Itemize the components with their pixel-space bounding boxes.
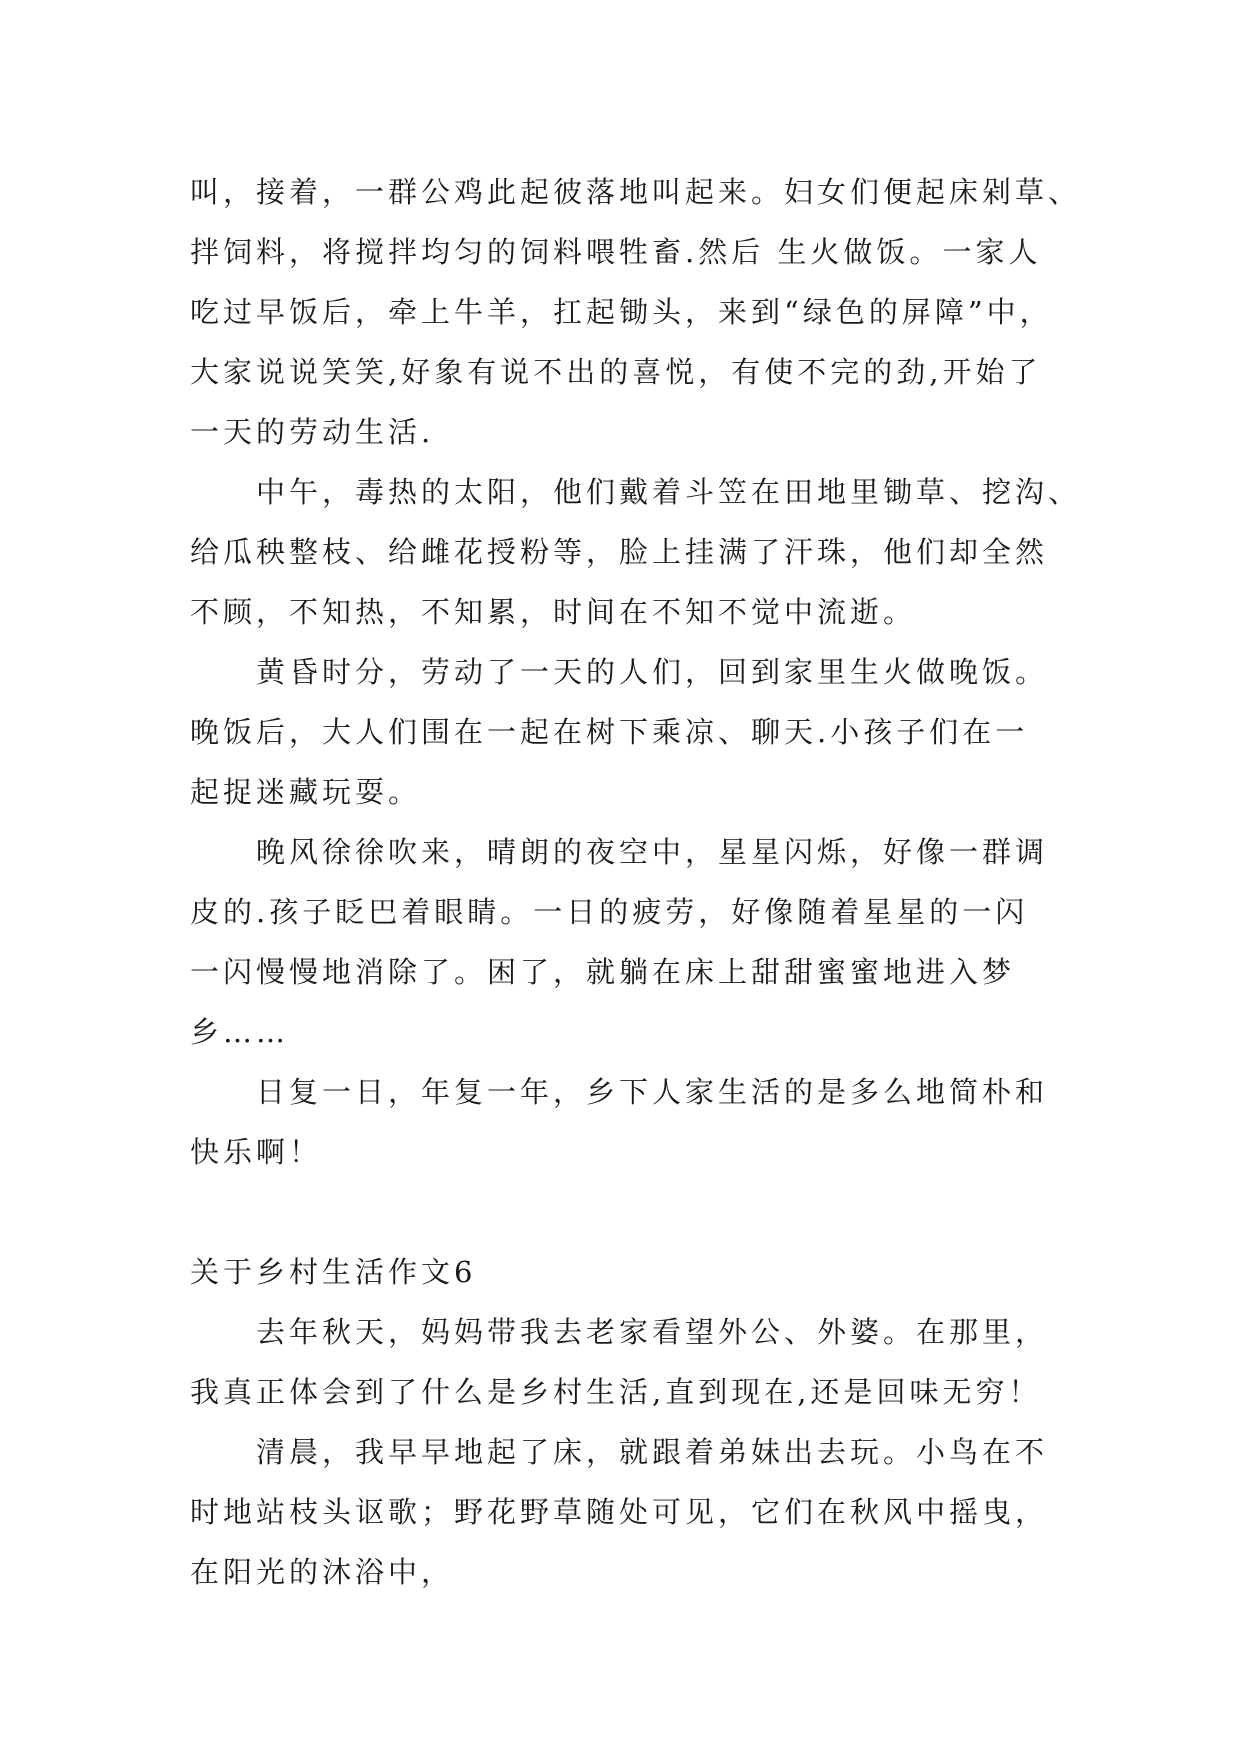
text-line: 吃过早饭后，牵上牛羊，扛起锄头，来到“绿色的屏障”中， <box>190 295 1053 329</box>
text-line: 大家说说笑笑,好象有说不出的喜悦，有使不完的劲,开始了 <box>190 355 1042 389</box>
text-line: 叫，接着，一群公鸡此起彼落地叫起来。妇女们便起床剁草、 <box>190 175 1082 209</box>
text-line: 日复一日，年复一年，乡下人家生活的是多么地简朴和 <box>256 1075 1049 1109</box>
paragraph-7 <box>190 1422 1075 1602</box>
text-line: 清晨，我早早地起了床，就跟着弟妹出去玩。小鸟在不 <box>256 1435 1049 1469</box>
text-line: 我真正体会到了什么是乡村生活,直到现在,还是回味无穷！ <box>190 1375 1042 1409</box>
text-line: 时地站枝头讴歌；野花野草随处可见，它们在秋风中摇曳， <box>190 1495 1049 1529</box>
text-line: 晚饭后，大人们围在一起在树下乘凉、聊天.小孩子们在一 <box>190 715 1029 749</box>
text-line: 给瓜秧整枝、给雌花授粉等，脸上挂满了汗珠，他们却全然 <box>190 535 1049 569</box>
paragraph-1 <box>190 162 1082 462</box>
text-line: 一天的劳动生活. <box>190 415 435 449</box>
text-line: 在阳光的沐浴中， <box>190 1555 455 1589</box>
text-line: 晚风徐徐吹来，晴朗的夜空中，星星闪烁，好像一群调 <box>256 835 1049 869</box>
paragraph-5 <box>190 1062 1075 1182</box>
text-line: 一闪慢慢地消除了。困了，就躺在床上甜甜蜜蜜地进入梦 <box>190 955 1016 989</box>
text-line: 皮的.孩子眨巴着眼睛。一日的疲劳，好像随着星星的一闪 <box>190 895 1029 929</box>
document-body <box>190 162 1082 1602</box>
paragraph-2 <box>190 462 1082 642</box>
paragraph-6 <box>190 1302 1075 1422</box>
text-line: 中午，毒热的太阳，他们戴着斗笠在田地里锄草、挖沟、 <box>256 475 1082 509</box>
section-title: 关于乡村生活作文6 <box>190 1255 477 1289</box>
text-line: 快乐啊！ <box>190 1135 323 1169</box>
text-line: 乡…… <box>190 1015 290 1049</box>
text-line: 去年秋天，妈妈带我去老家看望外公、外婆。在那里， <box>256 1315 1049 1349</box>
paragraph-4 <box>190 822 1075 1062</box>
text-line: 黄昏时分，劳动了一天的人们，回到家里生火做晚饭。 <box>256 655 1049 689</box>
text-line: 拌饲料，将搅拌均匀的饲料喂牲畜.然后 生火做饭。一家人 <box>190 235 1042 269</box>
paragraph-3 <box>190 642 1075 822</box>
text-line: 起捉迷藏玩耍。 <box>190 775 422 809</box>
text-line: 不顾，不知热，不知累，时间在不知不觉中流逝。 <box>190 595 917 629</box>
